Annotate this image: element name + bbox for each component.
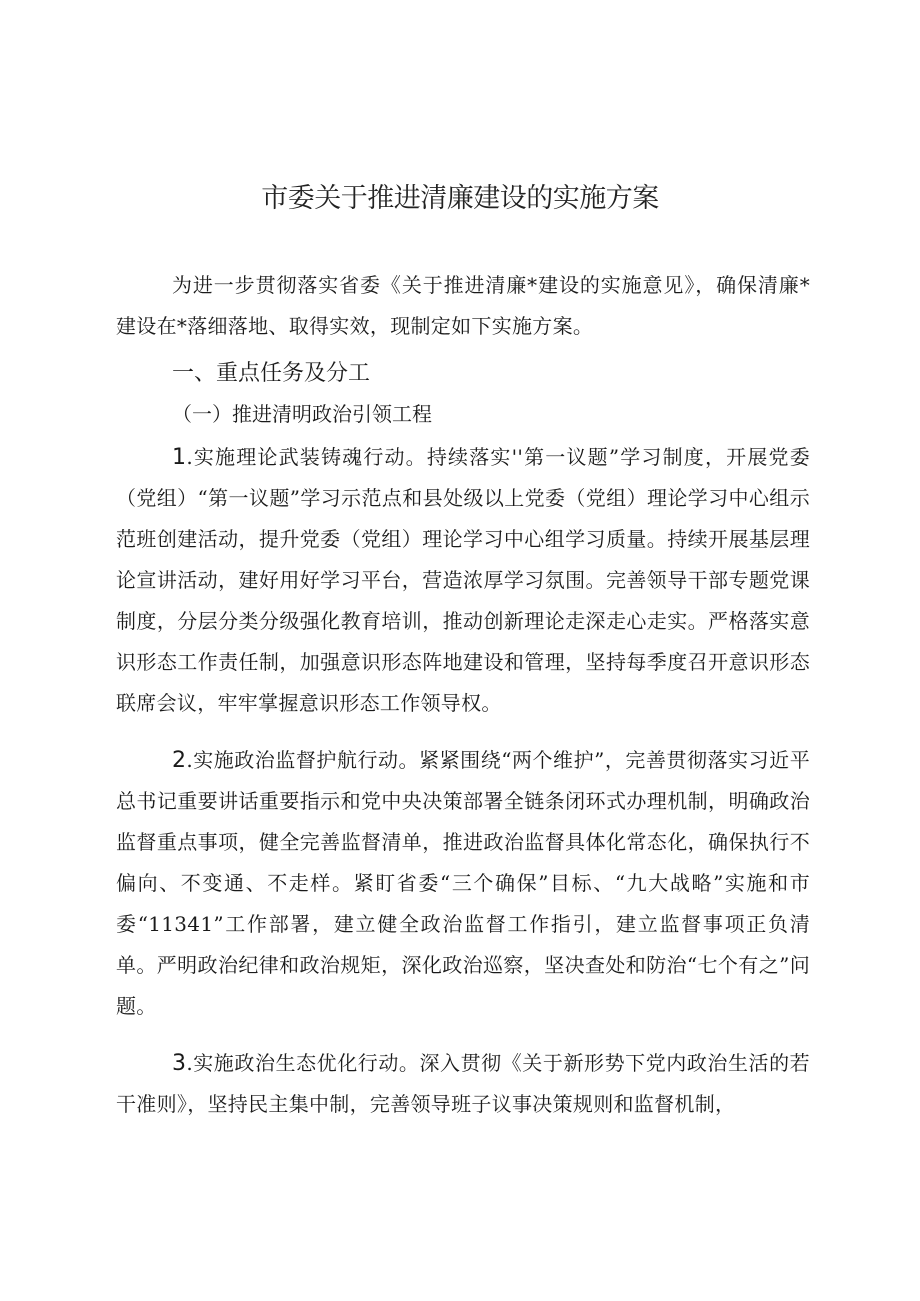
subsection-heading: （一）推进清明政治引领工程 — [172, 402, 432, 426]
item-1-text: .实施理论武装铸魂行动。持续落实''第一议题”学习制度，开展党委（党组）“第一议题”学习示范点和县处级以上党委（党组）理论学习中心组示范班创建活动，提升党委（党组）理论学习中心组学习质量。持续开展基层理论宣讲活动，建好用好学习平台，营造浓厚学习氛围。完善领导干部专题党课制度，分层分类分级强化教育培训，推动创新理论走深走心走实。严格落实意识形态工作责任制，加强意识形态阵地建设和管理，坚持每季度召开意识形态联席会议，牢牢掌握意识形态工作领导权。 — [116, 445, 810, 715]
item-1-paragraph — [116, 437, 810, 724]
item-1-number: 1 — [172, 445, 187, 470]
document-title: 市委关于推进清廉建设的实施方案 — [261, 183, 659, 214]
item-3-paragraph — [116, 1043, 810, 1125]
item-2-text: .实施政治监督护航行动。紧紧围绕“两个维护”，完善贯彻落实习近平总书记重要讲话重要指示和党中央决策部署全链条闭环式办理机制，明确政治监督重点事项，健全完善监督清单，推进政治监督具体化常态化，确保执行不偏向、不变通、不走样。紧盯省委“三个确保”目标、“九大战略”实施和市委“11341”工作部署，建立健全政治监督工作指引，建立监督事项正负清单。严明政治纪律和政治规矩，深化政治巡察，坚决查处和防治“七个有之”问题。 — [116, 748, 810, 1018]
item-2-paragraph — [116, 740, 810, 1027]
item-3-number: 3 — [172, 1051, 187, 1076]
intro-paragraph: 为进一步贯彻落实省委《关于推进清廉*建设的实施意见》，确保清廉*建设在*落细落地、取得实效，现制定如下实施方案。 — [116, 273, 810, 338]
item-3-text: .实施政治生态优化行动。深入贯彻《关于新形势下党内政治生活的若干准则》，坚持民主集中制，完善领导班子议事决策规则和监督机制， — [116, 1051, 810, 1116]
item-2-number: 2 — [172, 748, 187, 773]
section-heading: 一、重点任务及分工 — [172, 361, 371, 386]
